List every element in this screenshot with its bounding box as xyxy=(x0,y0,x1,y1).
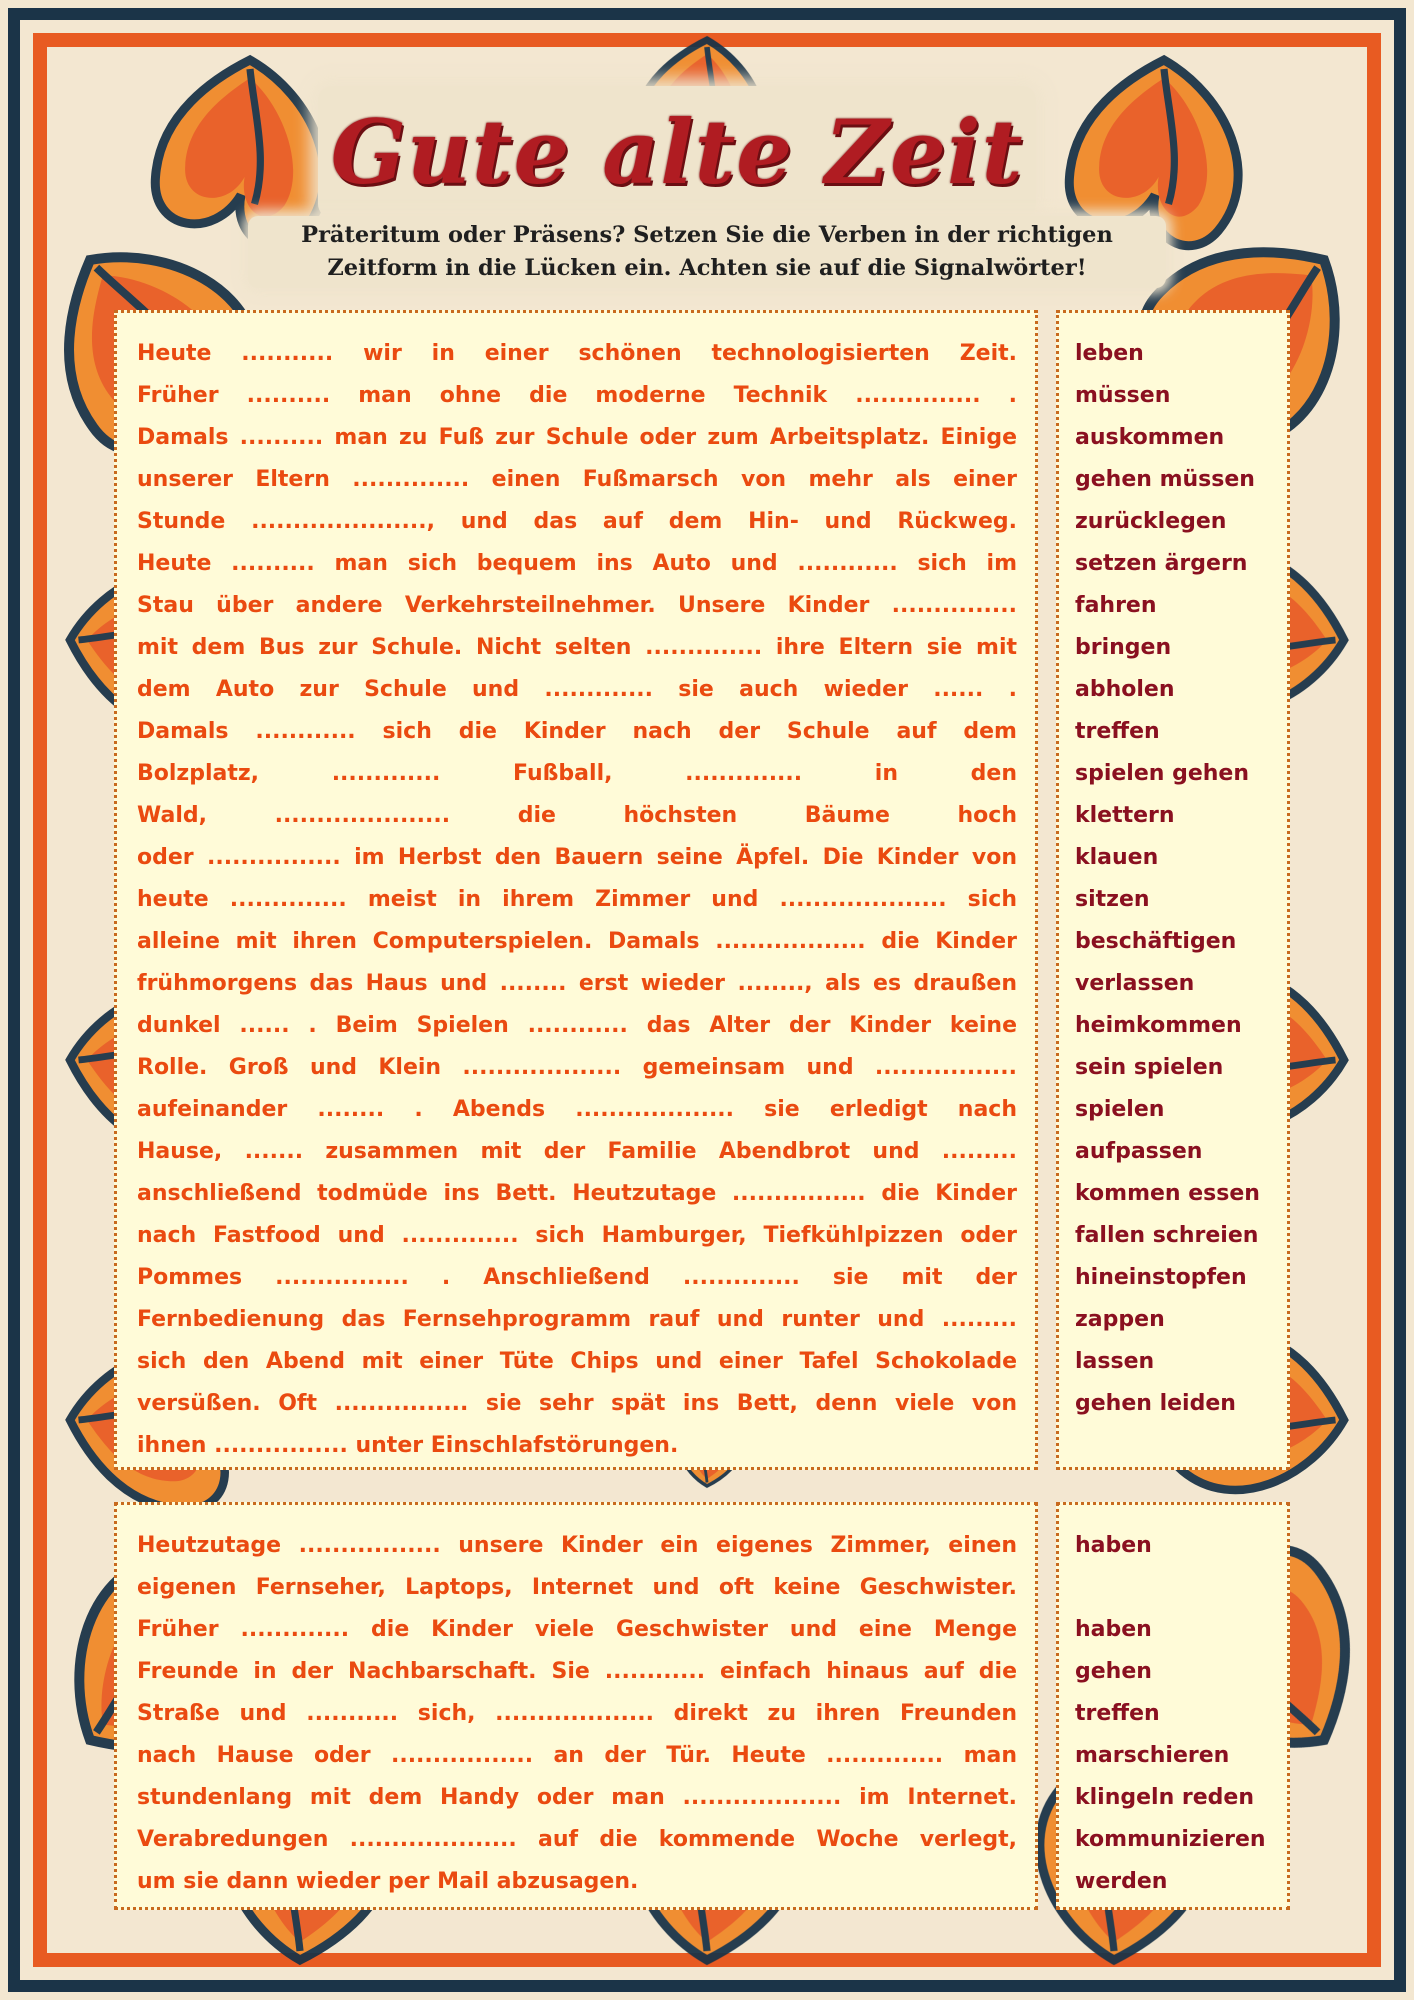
text-line: dem Auto zur Schule und ............. sie auch wieder ...... . xyxy=(137,677,1017,702)
text-line: Wald, ..................... die höchsten Bäume hoch xyxy=(137,803,1017,828)
verb-item: setzen ärgern xyxy=(1075,551,1248,576)
verb-item: klettern xyxy=(1075,803,1175,828)
text-line: frühmorgens das Haus und ........ erst wieder ........, als es draußen xyxy=(137,971,1017,996)
verb-item: treffen xyxy=(1075,1701,1160,1726)
verb-item: aufpassen xyxy=(1075,1139,1203,1164)
text-line: ihnen ................ unter Einschlafstörungen. xyxy=(137,1433,679,1458)
text-line: Freunde in der Nachbarschaft. Sie ............ einfach hinaus auf die xyxy=(137,1659,1017,1684)
text-line: dunkel ...... . Beim Spielen ............ das Alter der Kinder keine xyxy=(137,1013,1017,1038)
text-line: alleine mit ihren Computerspielen. Damals .................. die Kinder xyxy=(137,929,1017,954)
verb-item: müssen xyxy=(1075,383,1171,408)
verb-item: klingeln reden xyxy=(1075,1785,1255,1810)
text-line: nach Fastfood und .............. sich Hamburger, Tiefkühlpizzen oder xyxy=(137,1223,1017,1248)
exercise-text-2 xyxy=(137,1525,1017,1903)
verb-item: auskommen xyxy=(1075,425,1225,450)
verb-item: hineinstopfen xyxy=(1075,1265,1247,1290)
verb-item: beschäftigen xyxy=(1075,929,1237,954)
text-line: anschließend todmüde ins Bett. Heutzutage ................ die Kinder xyxy=(137,1181,1017,1206)
verb-item: lassen xyxy=(1075,1349,1155,1374)
verb-item: abholen xyxy=(1075,677,1175,702)
verb-item: klauen xyxy=(1075,845,1159,870)
text-line: Straße und ........... sich, ................... direkt zu ihren Freunden xyxy=(137,1701,1017,1726)
text-line: versüßen. Oft ................ sie sehr spät ins Bett, denn viele von xyxy=(137,1391,1017,1416)
instructions-banner xyxy=(248,216,1166,288)
verb-item: marschieren xyxy=(1075,1743,1230,1768)
text-line: Heute .......... man sich bequem ins Auto und ............ sich im xyxy=(137,551,1017,576)
verb-item: kommunizieren xyxy=(1075,1827,1266,1852)
text-line: Damals .......... man zu Fuß zur Schule oder zum Arbeitsplatz. Einige xyxy=(137,425,1017,450)
text-line: Damals ............ sich die Kinder nach der Schule auf dem xyxy=(137,719,1017,744)
verb-list-panel-1 xyxy=(1056,310,1290,1470)
instructions-line-2: Zeitform in die Lücken ein. Achten sie auf die Signalwörter! xyxy=(327,255,1087,281)
verb-item: gehen müssen xyxy=(1075,467,1255,492)
verb-item: leben xyxy=(1075,341,1144,366)
text-line: Pommes ................ . Anschließend .............. sie mit der xyxy=(137,1265,1017,1290)
instructions-line-1: Präteritum oder Präsens? Setzen Sie die Verben in der richtigen xyxy=(301,222,1113,248)
verb-list-panel-2 xyxy=(1056,1502,1290,1910)
page-title: Gute alte Zeit xyxy=(330,100,1024,204)
text-line: Heute ........... wir in einer schönen technologisierten Zeit. xyxy=(137,341,1017,366)
verb-item: kommen essen xyxy=(1075,1181,1260,1206)
text-line: Verabredungen .................... auf die kommende Woche verlegt, xyxy=(137,1827,1017,1852)
text-line: Fernbedienung das Fernsehprogramm rauf und runter und ......... xyxy=(137,1307,1017,1332)
text-line: stundenlang mit dem Handy oder man ................... im Internet. xyxy=(137,1785,1017,1810)
text-line: aufeinander ........ . Abends ................... sie erledigt nach xyxy=(137,1097,1017,1122)
verb-item: zappen xyxy=(1075,1307,1165,1332)
text-line: Hause, ....... zusammen mit der Familie Abendbrot und ......... xyxy=(137,1139,1017,1164)
text-line: Stau über andere Verkehrsteilnehmer. Unsere Kinder ............... xyxy=(137,593,1017,618)
text-line: Stunde ....................., und das auf dem Hin- und Rückweg. xyxy=(137,509,1017,534)
verb-item: bringen xyxy=(1075,635,1172,660)
verb-item: werden xyxy=(1075,1869,1168,1894)
text-line: um sie dann wieder per Mail abzusagen. xyxy=(137,1869,639,1894)
text-panel-1 xyxy=(114,310,1038,1470)
text-line: Rolle. Groß und Klein ................... gemeinsam und ................. xyxy=(137,1055,1017,1080)
verb-item: sitzen xyxy=(1075,887,1150,912)
verb-item: gehen leiden xyxy=(1075,1391,1236,1416)
text-line: Früher .......... man ohne die moderne Technik ............... . xyxy=(137,383,1017,408)
text-line: oder ................ im Herbst den Bauern seine Äpfel. Die Kinder von xyxy=(137,845,1017,870)
text-line: sich den Abend mit einer Tüte Chips und einer Tafel Schokolade xyxy=(137,1349,1017,1374)
exercise-text-1 xyxy=(137,333,1017,1467)
verb-item: treffen xyxy=(1075,719,1160,744)
verb-item: spielen xyxy=(1075,1097,1165,1122)
verb-item: heimkommen xyxy=(1075,1013,1242,1038)
verb-item xyxy=(1075,1567,1287,1609)
title-banner xyxy=(318,86,1036,218)
verb-item: spielen gehen xyxy=(1075,761,1250,786)
text-line: unserer Eltern .............. einen Fußmarsch von mehr als einer xyxy=(137,467,1017,492)
verb-item: haben xyxy=(1075,1617,1152,1642)
text-line: mit dem Bus zur Schule. Nicht selten .............. ihre Eltern sie mit xyxy=(137,635,1017,660)
verb-item: fallen schreien xyxy=(1075,1223,1259,1248)
verb-item: fahren xyxy=(1075,593,1157,618)
text-line: Früher ............. die Kinder viele Geschwister und eine Menge xyxy=(137,1617,1017,1642)
verb-item: gehen xyxy=(1075,1659,1152,1684)
text-line: heute .............. meist in ihrem Zimmer und .................... sich xyxy=(137,887,1017,912)
text-line: Heutzutage ................. unsere Kinder ein eigenes Zimmer, einen xyxy=(137,1533,1017,1558)
text-panel-2 xyxy=(114,1502,1038,1910)
text-line: eigenen Fernseher, Laptops, Internet und oft keine Geschwister. xyxy=(137,1575,1017,1600)
verb-item: zurücklegen xyxy=(1075,509,1227,534)
text-line: Bolzplatz, ............. Fußball, .............. in den xyxy=(137,761,1017,786)
verb-item: sein spielen xyxy=(1075,1055,1224,1080)
text-line: nach Hause oder ................. an der Tür. Heute .............. man xyxy=(137,1743,1017,1768)
verb-item: haben xyxy=(1075,1533,1152,1558)
verb-item: verlassen xyxy=(1075,971,1195,996)
